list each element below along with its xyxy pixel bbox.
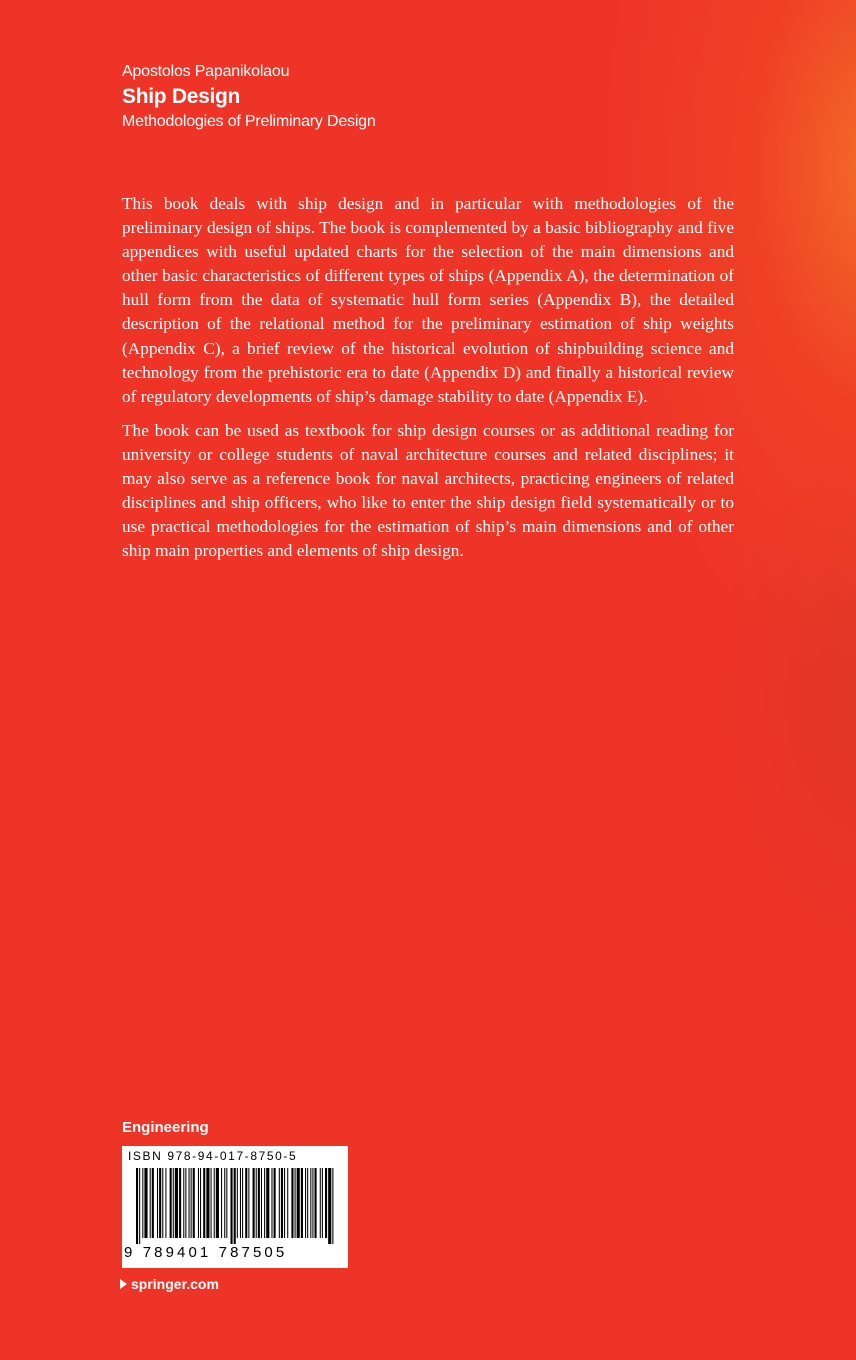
- barcode-bar: [284, 1168, 285, 1238]
- author-name: Apostolos Papanikolaou: [122, 63, 290, 80]
- barcode-bar: [198, 1168, 199, 1238]
- barcode-bar: [211, 1168, 212, 1238]
- barcode-bar: [157, 1168, 158, 1238]
- barcode-bar: [136, 1168, 138, 1244]
- barcode-bar: [193, 1168, 195, 1238]
- barcode-bar: [245, 1168, 247, 1238]
- barcode-bar: [224, 1168, 225, 1238]
- barcode-bar: [291, 1168, 293, 1238]
- barcode-bar: [332, 1168, 333, 1244]
- barcode-bar: [142, 1168, 143, 1238]
- isbn-barcode: [122, 1146, 348, 1268]
- barcode-bar: [152, 1168, 154, 1238]
- barcode-bar: [287, 1168, 288, 1238]
- triangle-right-icon: [120, 1279, 127, 1289]
- barcode-bar: [264, 1168, 265, 1238]
- barcode-bar: [183, 1168, 184, 1238]
- book-header: [122, 62, 376, 132]
- barcode-bar: [144, 1168, 147, 1238]
- barcode-bar: [170, 1168, 172, 1238]
- subject-category: Engineering: [122, 1119, 209, 1136]
- barcode-bar: [162, 1168, 163, 1238]
- publisher-link-label: springer.com: [131, 1276, 219, 1292]
- barcode-bar: [261, 1168, 262, 1238]
- barcode-bar: [325, 1168, 327, 1238]
- barcode-bar: [191, 1168, 192, 1238]
- barcode-bar: [234, 1168, 236, 1244]
- barcode-bar: [279, 1168, 280, 1238]
- barcode-bar: [175, 1168, 178, 1238]
- barcode-bar: [312, 1168, 313, 1238]
- barcode-bar: [297, 1168, 300, 1238]
- barcode-bar: [301, 1168, 303, 1238]
- barcode-bar: [139, 1168, 140, 1244]
- barcode-bar: [258, 1168, 260, 1238]
- book-description: [122, 192, 734, 573]
- barcode-bar: [226, 1168, 227, 1238]
- barcode-bar: [307, 1168, 308, 1238]
- barcode-bar: [322, 1168, 323, 1238]
- barcode-bar: [242, 1168, 243, 1238]
- barcode-bar: [179, 1168, 181, 1238]
- barcode-bar: [240, 1168, 241, 1238]
- barcode-bar: [206, 1168, 209, 1238]
- barcode-bar: [305, 1168, 306, 1238]
- barcode-bar: [165, 1168, 166, 1238]
- barcode-bar: [253, 1168, 255, 1238]
- barcode-bar: [320, 1168, 321, 1238]
- barcode-digits: 9 789401 787505: [124, 1244, 288, 1261]
- barcode-bars: [122, 1168, 348, 1244]
- barcode-bar: [248, 1168, 249, 1238]
- barcode-bar: [214, 1168, 215, 1238]
- isbn-label: ISBN 978-94-017-8750-5: [128, 1149, 298, 1163]
- barcode-bar: [274, 1168, 276, 1238]
- barcode-bar: [295, 1168, 296, 1238]
- barcode-bar: [173, 1168, 174, 1238]
- barcode-bar: [150, 1168, 151, 1238]
- barcode-bar: [281, 1168, 283, 1238]
- barcode-bar: [231, 1168, 233, 1244]
- barcode-bar: [266, 1168, 269, 1238]
- book-subtitle: Methodologies of Preliminary Design: [122, 113, 376, 130]
- barcode-bar: [216, 1168, 219, 1238]
- barcode-bar: [256, 1168, 257, 1238]
- description-paragraph-1: This book deals with ship design and in particular with methodologies of the preliminary design of ships. The book is complemented by a basic bibliography and five appendices with useful updated charts for the selection of the main dimensions and other basic characteristics of different types of ships (Appendix A), the determination of hull form from the data of systematic hull form series (Appendix B), the detailed description of the relational method for the preliminary estimation of ship weights (Appendix C), a brief review of the historical evolution of shipbuilding science and technology from the prehistoric era to date (Appendix D) and finally a historical review of regulatory developments of ship’s damage stability to date (Appendix E).: [122, 194, 734, 406]
- barcode-bar: [185, 1168, 186, 1238]
- barcode-bar: [221, 1168, 222, 1238]
- barcode-bar: [237, 1168, 238, 1238]
- publisher-link[interactable]: [120, 1276, 219, 1292]
- description-paragraph-2: The book can be used as textbook for ship design courses or as additional reading for university or college students of naval architecture courses and related disciplines; it may also serve as a reference book for naval architects, practicing engineers of related disciplines and ship officers, who like to enter the ship design field systematically or to use practical methodologies for the estimation of ship’s main dimensions and of other ship main properties and elements of ship design.: [122, 420, 734, 561]
- barcode-bar: [310, 1168, 311, 1238]
- barcode-bar: [315, 1168, 317, 1238]
- barcode-bar: [159, 1168, 161, 1238]
- barcode-bar: [203, 1168, 205, 1238]
- barcode-bar: [189, 1168, 190, 1238]
- barcode-bar: [328, 1168, 331, 1244]
- barcode-bar: [271, 1168, 272, 1238]
- barcode-bar: [200, 1168, 201, 1238]
- book-title: Ship Design: [122, 85, 241, 108]
